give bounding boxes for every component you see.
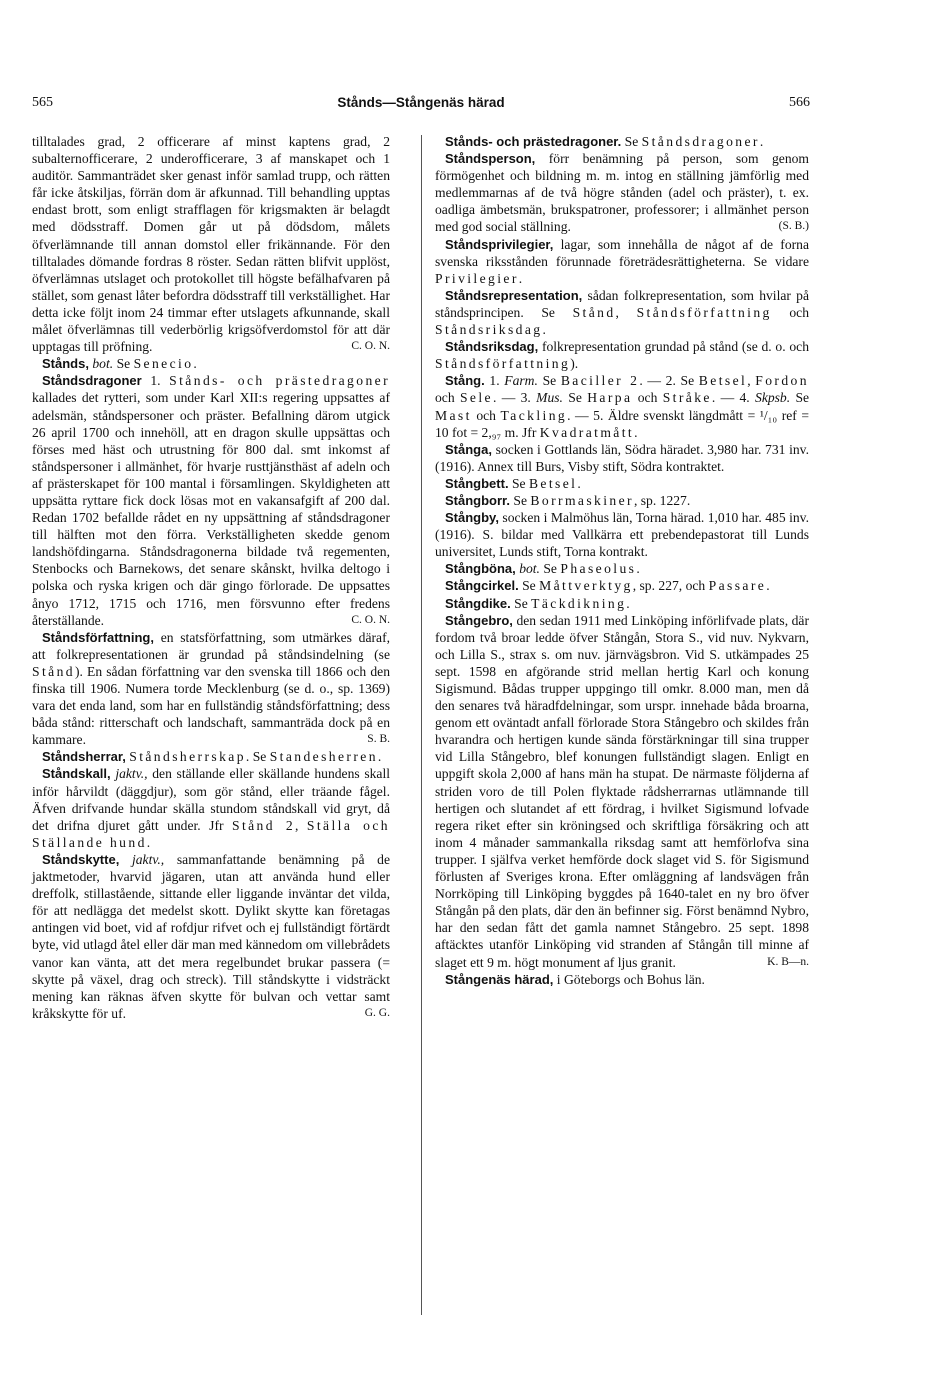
cross-reference: Mast bbox=[435, 407, 472, 423]
cross-reference: Stånd bbox=[32, 663, 75, 679]
entry-stangebro: Stångebro, den sedan 1911 med Linköping införlifvade plats, där fordom två broar ledde öfver Stångån, Stora S., vid nuv. Nykvarn, och Lilla S., strax s. om nuv. järnvägsbron. Vid S. utkämpades 25 sept. 1598 en afgörande strid mellan hertig Karl och konung Sigismund. Bådas trupper uppgingo till omkr. 8.000 man, men då den senares två häradfdelningar, som urspr. innehade båda broarna, genom ett oväntadt anfall förlorade Stora Stångebro och skildes från hvarandra och hertigen kunde sända förstärkningar till sina trupper vid Lilla Stångebro, blef konungen fullständigt slagen. Enligt en uppgift skola 2,000 af hans män ha stupat. De närmaste följderna af striden voro de till Polen flyktade rådsherrarnas utlämnande till hertigen och slutandet af ett fördrag, i hvilket Sigismund lofvade regera riket efter sin kröningsed och skriftliga försäkring och att inom 4 månader sammankalla riksdag samt att hemförlofva sina trupper. I själfva verket hemförde dock slaget vid S. för Sigismund förlusten af Sveriges krona. Efter omläggning af landsvägen från Norrköping till Linköping byggdes på 1640-talet en ny bro öfver Stångån på den plats, där den än befinner sig. Först benämnd Nybro, har den sedan fått det gamla namnet Stångebro. 25 sept. 1898 aftäcktes utanför Linköping vid stranden af Stångån till minne af slaget ett 9 m. högt monument af ljus granit. K. B—n. bbox=[435, 612, 809, 970]
cross-reference: Passare bbox=[708, 578, 767, 594]
cross-reference: Stråke bbox=[662, 390, 712, 406]
headword: Stånds, bbox=[42, 356, 89, 372]
cross-reference: Standesherren bbox=[269, 749, 378, 765]
cross-reference: Borrmaskiner bbox=[530, 492, 634, 508]
headword: Ståndsförfattning, bbox=[42, 629, 154, 645]
cross-reference: Måttverktyg bbox=[539, 578, 633, 594]
cross-reference: Ställa och Ställande hund bbox=[32, 817, 390, 850]
cross-reference: Senecio bbox=[133, 356, 194, 372]
signature: C. O. N. bbox=[351, 340, 390, 353]
headword: Ståndskall, bbox=[42, 766, 111, 782]
cross-reference: Phaseolus bbox=[560, 561, 637, 577]
headword: Ståndsdragoner bbox=[42, 373, 142, 389]
page-header bbox=[32, 95, 810, 115]
cross-reference: Ståndsherrskap bbox=[129, 749, 246, 765]
headword: Ståndsrepresentation, bbox=[445, 287, 583, 303]
entry-stands: Stånds, bot. Se Senecio. bbox=[42, 356, 197, 372]
signature: K. B—n. bbox=[767, 955, 809, 968]
cross-reference: Ståndsriksdag bbox=[435, 322, 543, 338]
entry-standskytte: Ståndskytte, jaktv., sammanfattande benämning på de jaktmetoder, hvarvid jägaren, utan att använda hund eller dreffolk, stillastående, sittande eller liggande inväntar det vilda, för att nedlägga det medelst skott. Dylikt skytte kan företagas antingen vid boet, vid af rofdjur rifvet och ej fullständigt förtärdt byte, vid utlagd åtel eller där man med kännedom om villebrådets vanor kan vänta, att det mera regelbundet brukar passera (= skytte på växel, drag och streck). Till ståndskytte i vidsträckt mening kan räknas äfven skytte för bulvan och vettar samt kråkskytte för uf. G. G. bbox=[32, 851, 390, 1021]
cross-reference: Fordon bbox=[755, 373, 809, 389]
page-number-right: 566 bbox=[789, 95, 810, 110]
headword: Stångborr. bbox=[445, 492, 511, 508]
entry-stangbett: Stångbett. Se Betsel. bbox=[445, 475, 581, 491]
signature: S. B. bbox=[367, 733, 390, 746]
headword: Ståndsprivilegier, bbox=[445, 236, 554, 252]
entry-stanga: Stånga, socken i Gottlands län, Södra häradet. 3,980 har. 731 inv. (1916). Annex till Burs, Visby stift, Södra kontraktet. bbox=[435, 441, 809, 474]
headword: Ståndskytte, bbox=[42, 851, 120, 867]
cross-reference: Tackling bbox=[500, 407, 568, 423]
cross-reference: Kvadratmått bbox=[539, 424, 635, 440]
headword: Stånga, bbox=[445, 441, 492, 457]
headword: Ståndsherrar, bbox=[42, 749, 126, 765]
cross-reference: Täckdikning bbox=[531, 595, 627, 611]
cross-reference: Harpa bbox=[587, 390, 633, 406]
entry-continuation: tilltalades grad, 2 officerare af minst kaptens grad, 2 subalternofficerare, 2 underofficerare, 3 af manskapet och 1 auditör. Sammanträdet sker genast inför samlad trupp, och rätten får icke åtskiljas, förrän dom är afkunnad. Till behandling upptas endast brott, som enligt strafflagen för krigsmakten är belagdt med dödsstraff. Domen går ut på dödsdom, målets öfverlämnande till annan domstol eller frikännande. För den tilltalades dömande fordras 8 röster. Sedan rätten blifvit upplöst, öfverlämnas utslaget och protokollet till högste befälhafvaren på stället, som genast låter befordra dödsstraff till verkställighet. Har detta icke följt inom 24 timmar efter utslagets afkunnande, skall målet öfverlämnas till vederbörlig krigsöfverdomstol för att där upptagas till pröfning. C. O. N. bbox=[32, 134, 390, 355]
headword: Stångbett. bbox=[445, 475, 509, 491]
cross-reference: Privilegier bbox=[435, 270, 519, 286]
headword: Stångby, bbox=[445, 510, 499, 526]
cross-reference: Ståndsdragoner bbox=[641, 134, 760, 149]
entry-standsherrar: Ståndsherrar, Ståndsherrskap. Se Standesherren. bbox=[42, 749, 382, 765]
cross-reference: Betsel bbox=[528, 475, 578, 491]
entry-stangenas-harad: Stångenäs härad, i Göteborgs och Bohus län. bbox=[445, 971, 705, 987]
left-column bbox=[32, 133, 390, 1022]
entry-stangborr: Stångborr. Se Borrmaskiner, sp. 1227. bbox=[445, 492, 691, 508]
entry-standsriksdag: Ståndsriksdag, folkrepresentation grundad på stånd (se d. o. och Ståndsförfattning). bbox=[435, 339, 809, 372]
entry-standsperson: Ståndsperson, förr benämning på person, som genom förmögenhet och bildning m. m. intog en ställning jämförlig med medlemmarnas af de två högre stånden (adel och präster), t. ex. oadliga ämbetsmän, brukspatroner, professorer; i allmänhet person med god social ställning. (S. B.) bbox=[435, 151, 809, 235]
headword: Stångdike. bbox=[445, 595, 511, 611]
cross-reference: Stånds- och prästedragoner bbox=[169, 373, 391, 389]
entry-standsrepresentation: Ståndsrepresentation, sådan folkrepresentation, som hvilar på ståndsprincipen. Se Stånd, Ståndsförfattning och Ståndsriksdag. bbox=[435, 287, 810, 338]
right-column bbox=[435, 133, 809, 988]
headword: Stångebro, bbox=[445, 612, 513, 628]
cross-reference: Stånd 2 bbox=[231, 817, 296, 833]
headword: Stånds- och prästedragoner. bbox=[445, 134, 622, 149]
signature: C. O. N. bbox=[351, 613, 390, 626]
entry-stangdike: Stångdike. Se Täckdikning. bbox=[445, 595, 630, 611]
entry-stangby: Stångby, socken i Malmöhus län, Torna härad. 1,010 har. 485 inv. (1916). S. bildar med Vallkärra ett prebendepastorat till Lunds universitet, Lunds stift, Torna kontrakt. bbox=[435, 510, 809, 560]
entry-stangcirkel: Stångcirkel. Se Måttverktyg, sp. 227, och Passare. bbox=[445, 578, 770, 594]
cross-reference: Baciller 2 bbox=[560, 373, 640, 389]
headword: Stångcirkel. bbox=[445, 578, 519, 594]
page-number-left: 565 bbox=[32, 95, 53, 110]
entry-stangbona: Stångböna, bot. Se Phaseolus. bbox=[445, 561, 640, 577]
cross-reference: Ståndsförfattning bbox=[435, 356, 571, 372]
entry-stang: Stång. 1. Farm. Se Baciller 2. — 2. Se Betsel, Fordon och Sele. — 3. Mus. Se Harpa och Stråke. — 4. Skpsb. Se Mast och Tackling. — 5. Äldre svenskt längdmått = ¹/₁₀ ref = 10 fot = 2,₉₇ m. Jfr Kvadratmått. bbox=[435, 373, 810, 440]
signature: (S. B.) bbox=[778, 220, 809, 233]
headword: Stångenäs härad, bbox=[445, 971, 554, 987]
entry-standsprivilegier: Ståndsprivilegier, lagar, som innehålla de något af de forna svenska riksstånden förunnade företrädesrättigheterna. Se vidare Privilegier. bbox=[435, 236, 809, 286]
entry-stands-och-prastedragoner: Stånds- och prästedragoner. Se Ståndsdragoner. bbox=[445, 134, 764, 149]
cross-reference: Sele bbox=[459, 390, 493, 406]
cross-reference: Stånd bbox=[572, 304, 616, 320]
headword: Ståndsriksdag, bbox=[445, 339, 539, 355]
headword: Stångböna, bbox=[445, 561, 516, 577]
entry-standsforfattning: Ståndsförfattning, en statsförfattning, som utmärkes däraf, att folkrepresentationen är grundad på ståndsindelning (se Stånd). En sådan författning var den svenska till 1866 och den finska till 1906. Numera torde Mecklenburg (se d. o., sp. 1369) vara det enda land, som har en fullständig ståndsförfattning; dess båda stånd: ritterschaft och landschaft, sammanträda dock på en kammare. S. B. bbox=[32, 629, 390, 748]
cross-reference: Ståndsförfattning bbox=[636, 304, 772, 320]
headword: Stång. bbox=[445, 373, 485, 389]
headword: Ståndsperson, bbox=[445, 151, 536, 167]
entry-standskall: Ståndskall, jaktv., den ställande eller skällande hundens skall inför hårvildt (däggdjur), som gör stånd, eller träande fågel. Äfven drifvande hundar skälla stundom ståndskall vid gryt, då det drifna djuret gått under. Jfr Stånd 2, Ställa och Ställande hund. bbox=[32, 766, 391, 850]
entry-standsdragoner: Ståndsdragoner 1. Stånds- och prästedragoner kallades det rytteri, som under Karl XII:s regering uppsattes af adelsmän, ståndspersoner och präster. Befallning därom utgick 26 april 1700 och innehöll, att en dragon skulle uppsättas och förses med häst och utrustning för 800 dal. smt inkomst af ståndspersoner i allmänhet, för hvarje rusttjänsthäst af adeln och af prästerskapet för 100 mantal i församlingen. Skyldigheten att uppsätta ryttare fick dock lösas mot en vakansafgift af 200 dal. Redan 1702 befallde rådet en ny uppsättning af ståndsdragoner till hälften mot den förra. Verkställigheten skedde genom landshöfdingarna. Ståndsdragonerna bildade två regementen, Stenbocks och Barnekows, det senare skånskt, hvilka deltogo i polska och ryska krigen och där gingo förlorade. De uppsattes ånyo 1712, 1715 och 1716, men försvunno efter fredens återställande. C. O. N. bbox=[32, 373, 391, 628]
signature: G. G. bbox=[364, 1006, 390, 1019]
cross-reference: Betsel bbox=[698, 373, 748, 389]
page-title: Stånds—Stångenäs härad bbox=[337, 95, 505, 110]
column-divider bbox=[421, 135, 422, 1315]
